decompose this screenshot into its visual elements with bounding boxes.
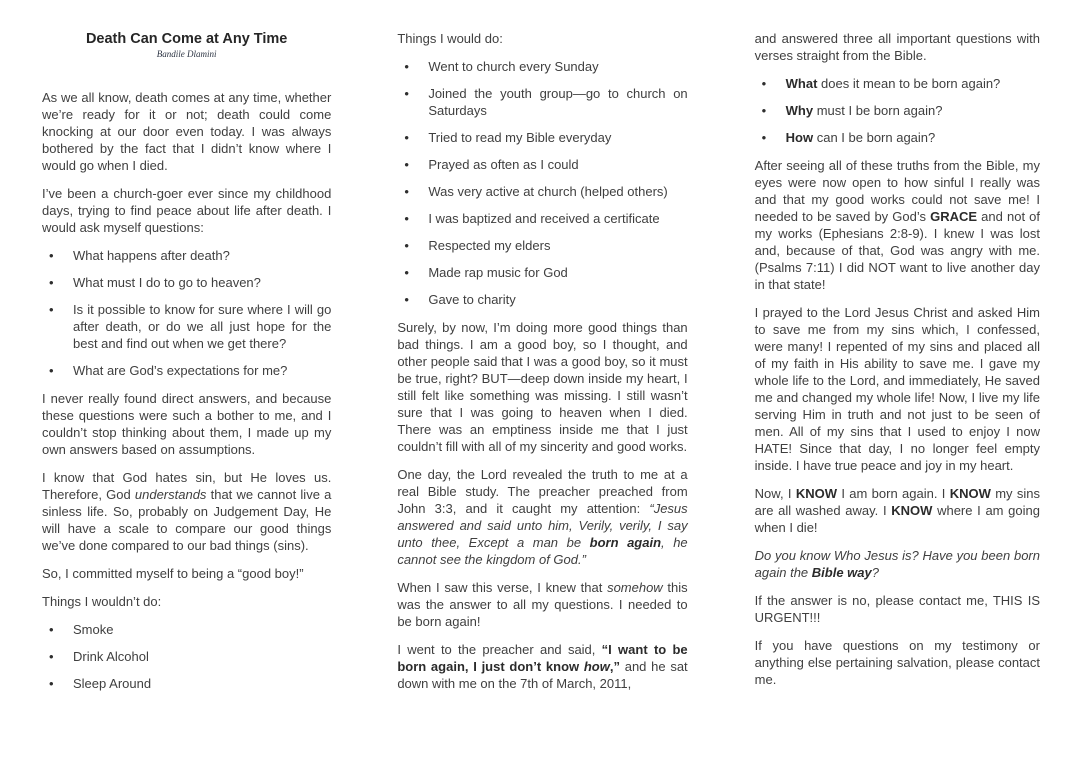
text-segment: Is it possible to know for sure where I will go after death, or do we all just hope for the best and find out when we get there? — [73, 302, 332, 351]
text-segment: “Jesus answered and said unto him, Verily, verily, I say unto thee, Except a man be — [397, 501, 688, 550]
paragraph — [755, 157, 1040, 293]
paragraph — [42, 469, 331, 554]
paragraph — [42, 185, 331, 236]
paragraph — [397, 319, 687, 455]
bullet-item — [397, 58, 687, 75]
text-segment: Surely, by now, I’m doing more good things than bad things. I am a good boy, so I thought, and other people said that I was a good boy, so it must be true, right? BUT—deep down inside my heart, I still felt like something was missing. I still wasn’t sure that I was going to heaven when I died. There was an emptiness inside me that I just couldn’t fill with all of my sincerity and good works. — [397, 320, 688, 454]
text-segment: I went to the preacher and said, — [397, 642, 602, 657]
text-segment: Do you know Who Jesus is? Have you been born again the — [754, 548, 1040, 580]
text-segment: somehow — [607, 580, 663, 595]
bullet-item — [42, 362, 331, 379]
bullet-list — [755, 75, 1040, 146]
text-segment: After seeing all of these truths from the Bible, my eyes were now open to how sinful I really was and that my good works could not save me! I needed to be saved by God’s — [754, 158, 1040, 224]
text-segment: What must I do to go to heaven? — [73, 275, 261, 290]
paragraph — [755, 485, 1040, 536]
paragraph — [42, 565, 331, 582]
paragraph — [42, 89, 331, 174]
text-segment: Why — [785, 103, 814, 118]
text-segment: Respected my elders — [428, 238, 551, 253]
text-segment: Tried to read my Bible everyday — [428, 130, 612, 145]
bullet-list — [397, 58, 687, 308]
paragraph — [397, 641, 687, 692]
text-segment: Joined the youth group—go to church on Saturdays — [428, 86, 688, 118]
text-segment: How — [785, 130, 814, 145]
text-segment: Went to church every Sunday — [428, 59, 599, 74]
document-author: Bandile Dlamini — [156, 49, 217, 59]
bullet-item — [42, 648, 331, 665]
paragraph — [397, 579, 687, 630]
bullet-list — [42, 247, 331, 379]
column-2 — [397, 30, 687, 759]
text-segment: What are God’s expectations for me? — [73, 363, 288, 378]
paragraph — [397, 466, 687, 568]
text-segment: KNOW — [795, 486, 837, 501]
text-segment: So, I committed myself to being a “good boy!” — [42, 566, 304, 581]
text-segment: must I be born again? — [813, 103, 943, 118]
text-segment: I know that God hates sin, but He loves us. Therefore, God — [42, 470, 332, 502]
bullet-item — [755, 129, 1040, 146]
document-title: Death Can Come at Any Time — [85, 31, 288, 47]
text-segment: Things I wouldn’t do: — [42, 594, 162, 609]
bullet-item — [42, 301, 331, 352]
paragraph — [42, 390, 331, 458]
text-segment: Prayed as often as I could — [428, 157, 579, 172]
text-segment: and answered three all important questions with verses straight from the Bible. — [754, 31, 1040, 63]
text-segment: ? — [871, 565, 879, 580]
text-segment: Smoke — [73, 622, 114, 637]
bullet-item — [42, 621, 331, 638]
paragraph — [755, 637, 1040, 688]
text-segment: GRACE — [930, 209, 978, 224]
text-segment: does it mean to be born again? — [817, 76, 1001, 91]
paragraph — [755, 304, 1040, 474]
text-segment: If the answer is no, please contact me, THIS IS URGENT!!! — [754, 593, 1040, 625]
text-segment: born again — [589, 535, 662, 550]
text-segment: Drink Alcohol — [73, 649, 149, 664]
bullet-item — [755, 102, 1040, 119]
paragraph — [755, 592, 1040, 626]
bullet-item — [397, 291, 687, 308]
text-segment: If you have questions on my testimony or anything else pertaining salvation, please contact me. — [754, 638, 1040, 687]
text-segment: What — [785, 76, 818, 91]
text-segment: Things I would do: — [397, 31, 503, 46]
bullet-item — [755, 75, 1040, 92]
text-segment: Gave to charity — [428, 292, 516, 307]
text-segment: where I am going when I die! — [754, 503, 1040, 535]
text-segment: “I want to be born again, I just don’t know — [397, 642, 688, 674]
text-segment: my sins are all washed away. I — [754, 486, 1040, 518]
text-segment: KNOW — [891, 503, 933, 518]
bullet-item — [397, 210, 687, 227]
text-segment: this was the answer to all my questions. I needed to be born again! — [397, 580, 688, 629]
text-segment: and he sat down with me on the 7th of March, 2011, — [397, 659, 688, 691]
text-segment: What happens after death? — [73, 248, 230, 263]
paragraph — [755, 30, 1040, 64]
text-segment: I prayed to the Lord Jesus Christ and asked Him to save me from my sins which, I confessed, were many! I repented of my sins and placed all of my faith in His ability to save me. I gave my whole life to the Lord, and immediately, He saved me and changed my whole life! Now, I live my life serving Him in truth and not just to be seen of men. All of my sins that I used to enjoy I now HATE! Since that day, I no longer feel empty inside. I have true peace and joy in my heart. — [754, 305, 1040, 473]
text-segment: One day, the Lord revealed the truth to me at a real Bible study. The preacher preached from John 3:3, and it caught my attention: — [397, 467, 688, 516]
text-segment: Bible way — [811, 565, 872, 580]
text-segment: Sleep Around — [73, 676, 152, 691]
text-segment: that we cannot live a sinless life. So, probably on Judgement Day, He will have a scale to compare our good things we’ve done compared to our bad things (sins). — [42, 487, 332, 553]
text-segment: I am born again. I — [837, 486, 950, 501]
text-segment: I was baptized and received a certificate — [428, 211, 660, 226]
bullet-item — [42, 274, 331, 291]
bullet-item — [397, 85, 687, 119]
bullet-item — [397, 183, 687, 200]
text-segment: KNOW — [949, 486, 991, 501]
paragraph — [42, 593, 331, 610]
bullet-item — [397, 156, 687, 173]
text-segment: Made rap music for God — [428, 265, 568, 280]
bullet-item — [42, 247, 331, 264]
text-segment: understands — [134, 487, 207, 502]
text-segment: can I be born again? — [813, 130, 936, 145]
column-3 — [755, 30, 1040, 759]
paragraph — [755, 547, 1040, 581]
column-1 — [42, 30, 331, 759]
bullet-list — [42, 621, 331, 692]
text-segment: I never really found direct answers, and because these questions were such a bother to me, and I couldn’t stop thinking about them, I made up my own answers based on assumptions. — [42, 391, 332, 457]
text-segment: Was very active at church (helped others) — [428, 184, 668, 199]
text-segment: Now, I — [754, 486, 796, 501]
text-segment: As we all know, death comes at any time, whether we’re ready for it or not; death could come knocking at our door even today. I was always bothered by the fact that I didn’t know where I would go when I died. — [42, 90, 332, 173]
bullet-item — [397, 129, 687, 146]
text-segment: , he cannot see the kingdom of God.” — [397, 535, 688, 567]
text-segment: and not of my works (Ephesians 2:8-9). I knew I was lost and, because of that, God was angry with me. (Psalms 7:11) I did NOT want to live another day in that state! — [754, 209, 1040, 292]
text-segment: When I saw this verse, I knew that — [397, 580, 608, 595]
text-segment: how — [583, 659, 610, 674]
bullet-item — [397, 264, 687, 281]
paragraph — [397, 30, 687, 47]
text-segment: I’ve been a church-goer ever since my childhood days, trying to find peace about life after death. I would ask myself questions: — [42, 186, 332, 235]
text-segment: ,” — [609, 659, 620, 674]
bullet-item — [397, 237, 687, 254]
bullet-item — [42, 675, 331, 692]
